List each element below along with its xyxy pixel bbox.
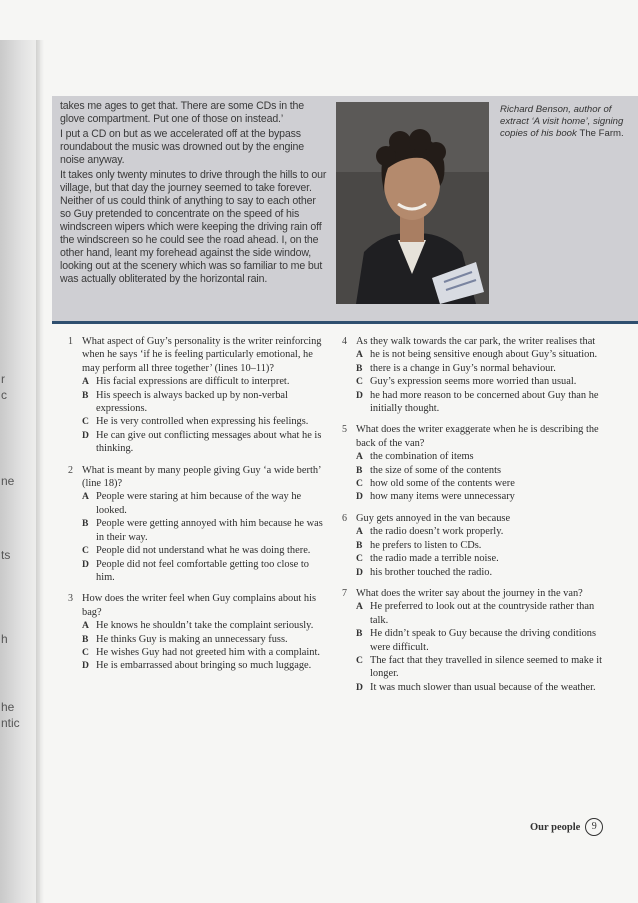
option-letter: A (356, 601, 363, 613)
option-text: It was much slower than usual because of the weather. (370, 681, 596, 693)
answer-option (82, 558, 323, 585)
caption-book-title: The Farm. (579, 128, 624, 139)
option-text: He is embarrassed about bringing so much luggage. (96, 660, 312, 672)
option-letter: C (82, 416, 89, 428)
question-text: What does the writer say about the journey in the van? (356, 587, 583, 599)
margin-fragment: ne (1, 474, 15, 488)
option-text: People did not understand what he was doing there. (96, 545, 311, 557)
answer-option (356, 375, 604, 388)
question-5 (342, 423, 604, 503)
band-border (52, 321, 638, 324)
option-text: he had more reason to be concerned about Guy than he initially thought. (370, 389, 599, 415)
question-number: 3 (68, 593, 73, 605)
answer-option (356, 539, 604, 552)
margin-fragment: r (1, 372, 5, 386)
option-letter: B (82, 518, 89, 530)
margin-fragment: c (1, 388, 7, 402)
option-text: He thinks Guy is making an unnecessary fuss. (96, 633, 288, 645)
answer-option (356, 348, 604, 361)
option-text: his brother touched the radio. (370, 566, 493, 578)
option-text: He preferred to look out at the countryside rather than talk. (370, 601, 595, 626)
margin-fragment: h (1, 632, 8, 646)
option-text: he prefers to listen to CDs. (370, 539, 482, 551)
option-letter: D (356, 389, 363, 401)
option-text: People did not feel comfortable getting too close to him. (96, 558, 309, 583)
answer-option (82, 633, 323, 646)
question-text: What does the writer exaggerate when he is describing the back of the van? (356, 424, 599, 449)
option-text: he is not being sensitive enough about Guy’s situation. (370, 349, 598, 361)
option-text: the radio doesn’t work properly. (370, 526, 504, 538)
page-footer (530, 818, 603, 836)
margin-fragment: he (1, 700, 15, 714)
option-text: the size of some of the contents (370, 464, 501, 476)
question-3 (68, 592, 323, 672)
option-letter: C (356, 478, 363, 490)
answer-option (82, 389, 323, 416)
questions-column-left (68, 335, 323, 681)
option-text: the radio made a terrible noise. (370, 553, 499, 565)
answer-option (356, 490, 604, 503)
option-text: His facial expressions are difficult to interpret. (96, 376, 290, 388)
author-photo (336, 102, 489, 304)
question-number: 4 (342, 336, 347, 347)
option-letter: B (356, 362, 363, 374)
page-number: 9 (585, 818, 603, 836)
caption-text: Richard Benson, author of extract ‘A visit home’, signing copies of his book (500, 104, 624, 139)
answer-option (356, 362, 604, 375)
answer-option (82, 619, 323, 632)
extract-paragraph: I put a CD on but as we accelerated off at the bypass roundabout the music was drowned out by the engine noise anyway. (60, 128, 304, 166)
question-stem (68, 335, 323, 375)
answer-option (356, 566, 604, 579)
question-stem (68, 592, 323, 619)
questions-column-right (342, 335, 604, 702)
question-6 (342, 512, 604, 579)
answer-option (356, 552, 604, 565)
answer-option (356, 627, 604, 654)
margin-fragment: ntic (1, 716, 20, 730)
option-text: He can give out conflicting messages about what he is thinking. (96, 429, 322, 455)
question-1 (68, 335, 323, 456)
option-letter: C (82, 646, 89, 658)
option-letter: B (82, 389, 89, 401)
option-letter: B (82, 633, 89, 645)
answer-option (82, 429, 323, 456)
question-text: Guy gets annoyed in the van because (356, 512, 511, 524)
answer-option (82, 415, 323, 428)
answer-option (356, 600, 604, 627)
question-7 (342, 587, 604, 694)
option-text: People were staring at him because of the way he looked. (96, 491, 302, 516)
question-text: As they walk towards the car park, the writer realises that (356, 336, 596, 347)
question-stem (342, 423, 604, 450)
option-text: how old some of the contents were (370, 478, 515, 490)
option-letter: C (356, 376, 363, 388)
option-text: He is very controlled when expressing his feelings. (96, 416, 309, 428)
answer-option (356, 389, 604, 416)
extract-paragraph: It takes only twenty minutes to drive through the hills to our village, but that day the journey seemed to take forever. Neither of us could think of anything to say to each other so Guy pretended to concentrate on the speed of his windscreen wipers which were keeping the driving rain off the windscreen so he could see the road ahead. I, on the other hand, leant my forehead against the side window, looking out at the scenery which was so familiar to me but was actually obliterated by the horizontal rain. (60, 169, 327, 285)
option-text: He wishes Guy had not greeted him with a complaint. (96, 646, 320, 658)
answer-option (82, 375, 323, 388)
option-letter: D (82, 660, 89, 672)
option-text: Guy’s expression seems more worried than usual. (370, 376, 577, 388)
option-letter: B (356, 464, 363, 476)
option-letter: A (356, 526, 363, 538)
question-number: 2 (68, 464, 73, 476)
option-letter: A (82, 620, 89, 632)
answer-option (82, 544, 323, 557)
option-letter: C (82, 545, 89, 557)
option-text: His speech is always backed up by non-verbal expressions. (96, 389, 288, 415)
question-number: 6 (342, 512, 347, 524)
option-letter: A (82, 376, 89, 388)
option-text: The fact that they travelled in silence seemed to make it longer. (370, 654, 602, 680)
option-letter: D (356, 491, 363, 503)
option-letter: A (82, 491, 89, 503)
question-text: How does the writer feel when Guy complains about his bag? (82, 593, 317, 618)
question-stem (342, 335, 604, 348)
question-text: What is meant by many people giving Guy ‘a wide berth’ (line 18)? (82, 464, 321, 490)
answer-option (356, 525, 604, 538)
question-stem (342, 587, 604, 600)
answer-option (82, 490, 323, 517)
answer-option (356, 477, 604, 490)
answer-option (82, 517, 323, 544)
option-letter: B (356, 628, 363, 640)
answer-option (356, 654, 604, 681)
option-letter: A (356, 349, 363, 361)
book-spine (0, 40, 40, 903)
question-number: 5 (342, 424, 347, 436)
question-text: What aspect of Guy’s personality is the writer reinforcing when he says ‘if he is feeling particularly emotional, he may perform all three together’ (lines 10–11)? (82, 336, 322, 374)
answer-option (356, 450, 604, 463)
photo-caption (500, 104, 628, 140)
question-number: 1 (68, 336, 73, 347)
option-text: He knows he shouldn’t take the complaint seriously. (96, 620, 314, 632)
option-text: the combination of items (370, 451, 474, 463)
option-text: He didn’t speak to Guy because the driving conditions were difficult. (370, 628, 597, 653)
question-2 (68, 464, 323, 585)
question-stem (342, 512, 604, 525)
option-letter: B (356, 539, 363, 551)
answer-option (82, 646, 323, 659)
margin-fragment: ts (1, 548, 11, 562)
option-text: there is a change in Guy’s normal behaviour. (370, 362, 556, 374)
section-name: Our people (530, 821, 581, 833)
option-letter: C (356, 553, 363, 565)
option-letter: C (356, 654, 363, 666)
extract-paragraph: takes me ages to get that. There are some CDs in the glove compartment. Put one of those on instead.’ (60, 100, 305, 125)
question-stem (68, 464, 323, 491)
spine-shadow (36, 40, 44, 903)
option-letter: A (356, 451, 363, 463)
option-letter: D (356, 566, 363, 578)
option-letter: D (356, 681, 363, 693)
answer-option (356, 681, 604, 694)
option-letter: D (82, 558, 89, 570)
answer-option (356, 464, 604, 477)
option-text: People were getting annoyed with him because he was in their way. (96, 518, 323, 543)
question-number: 7 (342, 587, 347, 599)
author-photo-illustration (336, 102, 489, 304)
answer-option (82, 659, 323, 672)
option-letter: D (82, 429, 89, 441)
option-text: how many items were unnecessary (370, 491, 515, 503)
extract-text (60, 100, 328, 288)
question-4 (342, 335, 604, 415)
